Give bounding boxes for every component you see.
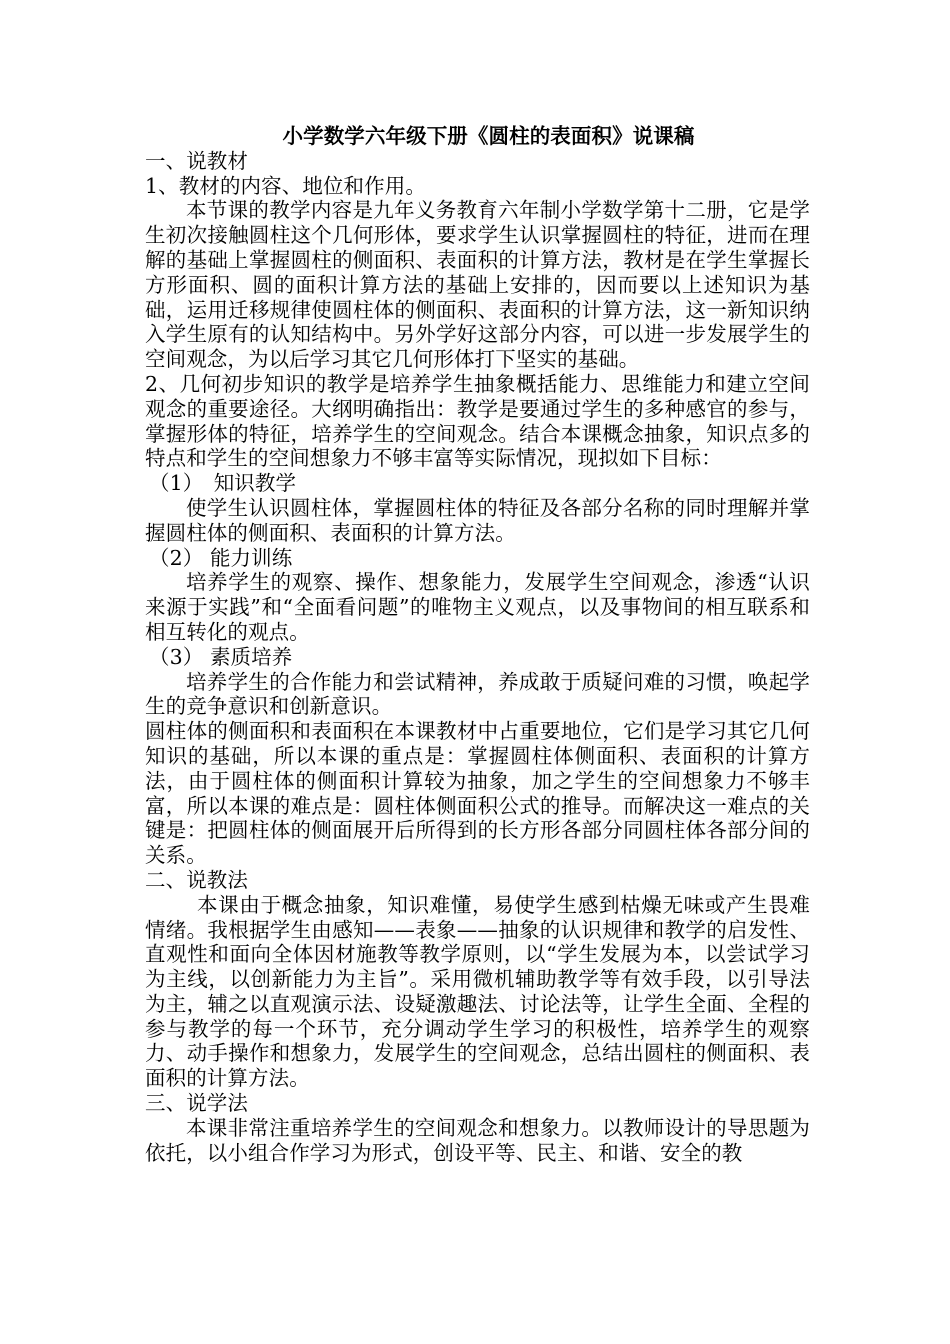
key-difficulty-paragraph: 圆柱体的侧面积和表面积在本课教材中占重要地位，它们是学习其它几何知识的基础，所以本课的重点是：掌握圆柱体侧面积、表面积的计算方法，由于圆柱体的侧面积计算较为抽象，加之学生的空间想象力不够丰富，所以本课的难点是：圆柱体侧面积公式的推导。而解决这一难点的关键是：把圆柱体的侧面展开后所得到的长方形各部分同圆柱体各部分间的关系。 bbox=[145, 719, 810, 868]
document-title: 小学数学六年级下册《圆柱的表面积》说课稿 bbox=[282, 124, 695, 148]
goal-3-heading: （3） 素质培养 bbox=[149, 644, 293, 669]
section-heading-textbook: 一、说教材 bbox=[145, 148, 248, 173]
goal-2-text: 培养学生的观察、操作、想象能力，发展学生空间观念，渗透“认识来源于实践”和“全面看问题”的唯物主义观点，以及事物间的相互联系和相互转化的观点。 bbox=[145, 570, 810, 644]
goal-3-text: 培养学生的合作能力和尝试精神，养成敢于质疑问难的习惯，唤起学生的竞争意识和创新意识。 bbox=[145, 669, 810, 719]
goal-2-heading: （2） 能力训练 bbox=[149, 545, 293, 570]
document-page bbox=[145, 124, 810, 1165]
textbook-item-2: 2、几何初步知识的教学是培养学生抽象概括能力、思维能力和建立空间观念的重要途径。大纲明确指出：教学是要通过学生的多种感官的参与，掌握形体的特征，培养学生的空间观念。结合本课概念抽象，知识点多的特点和学生的空间想象力不够丰富等实际情况，现拟如下目标： bbox=[145, 371, 810, 471]
goal-1-text: 使学生认识圆柱体，掌握圆柱体的特征及各部分名称的同时理解并掌握圆柱体的侧面积、表面积的计算方法。 bbox=[145, 495, 810, 545]
section-heading-learning-method: 三、说学法 bbox=[145, 1091, 248, 1116]
goal-1-heading: （1） 知识教学 bbox=[149, 471, 297, 496]
learning-method-paragraph: 本课非常注重培养学生的空间观念和想象力。以教师设计的导思题为依托，以小组合作学习为形式，创设平等、民主、和谐、安全的教 bbox=[145, 1115, 810, 1165]
textbook-content-paragraph: 本节课的教学内容是九年义务教育六年制小学数学第十二册，它是学生初次接触圆柱这个几何形体，要求学生认识掌握圆柱的特征，进而在理解的基础上掌握圆柱的侧面积、表面积的计算方法，教材是在学生掌握长方形面积、圆的面积计算方法的基础上安排的，因而要以上述知识为基础，运用迁移规律使圆柱体的侧面积、表面积的计算方法，这一新知识纳入学生原有的认知结构中。另外学好这部分内容，可以进一步发展学生的空间观念，为以后学习其它几何形体打下坚实的基础。 bbox=[145, 198, 810, 372]
teaching-method-paragraph: 本课由于概念抽象，知识难懂，易使学生感到枯燥无味或产生畏难情绪。我根据学生由感知——表象——抽象的认识规律和教学的启发性、直观性和面向全体因材施教等教学原则，以“学生发展为本，以尝试学习为主线，以创新能力为主旨”。采用微机辅助教学等有效手段，以引导法为主，辅之以直观演示法、设疑激趣法、讨论法等，让学生全面、全程的参与教学的每一个环节，充分调动学生学习的积极性，培养学生的观察力、动手操作和想象力，发展学生的空间观念，总结出圆柱的侧面积、表面积的计算方法。 bbox=[145, 892, 810, 1091]
textbook-item-1: 1、教材的内容、地位和作用。 bbox=[145, 173, 426, 198]
section-heading-teaching-method: 二、说教法 bbox=[145, 867, 248, 892]
